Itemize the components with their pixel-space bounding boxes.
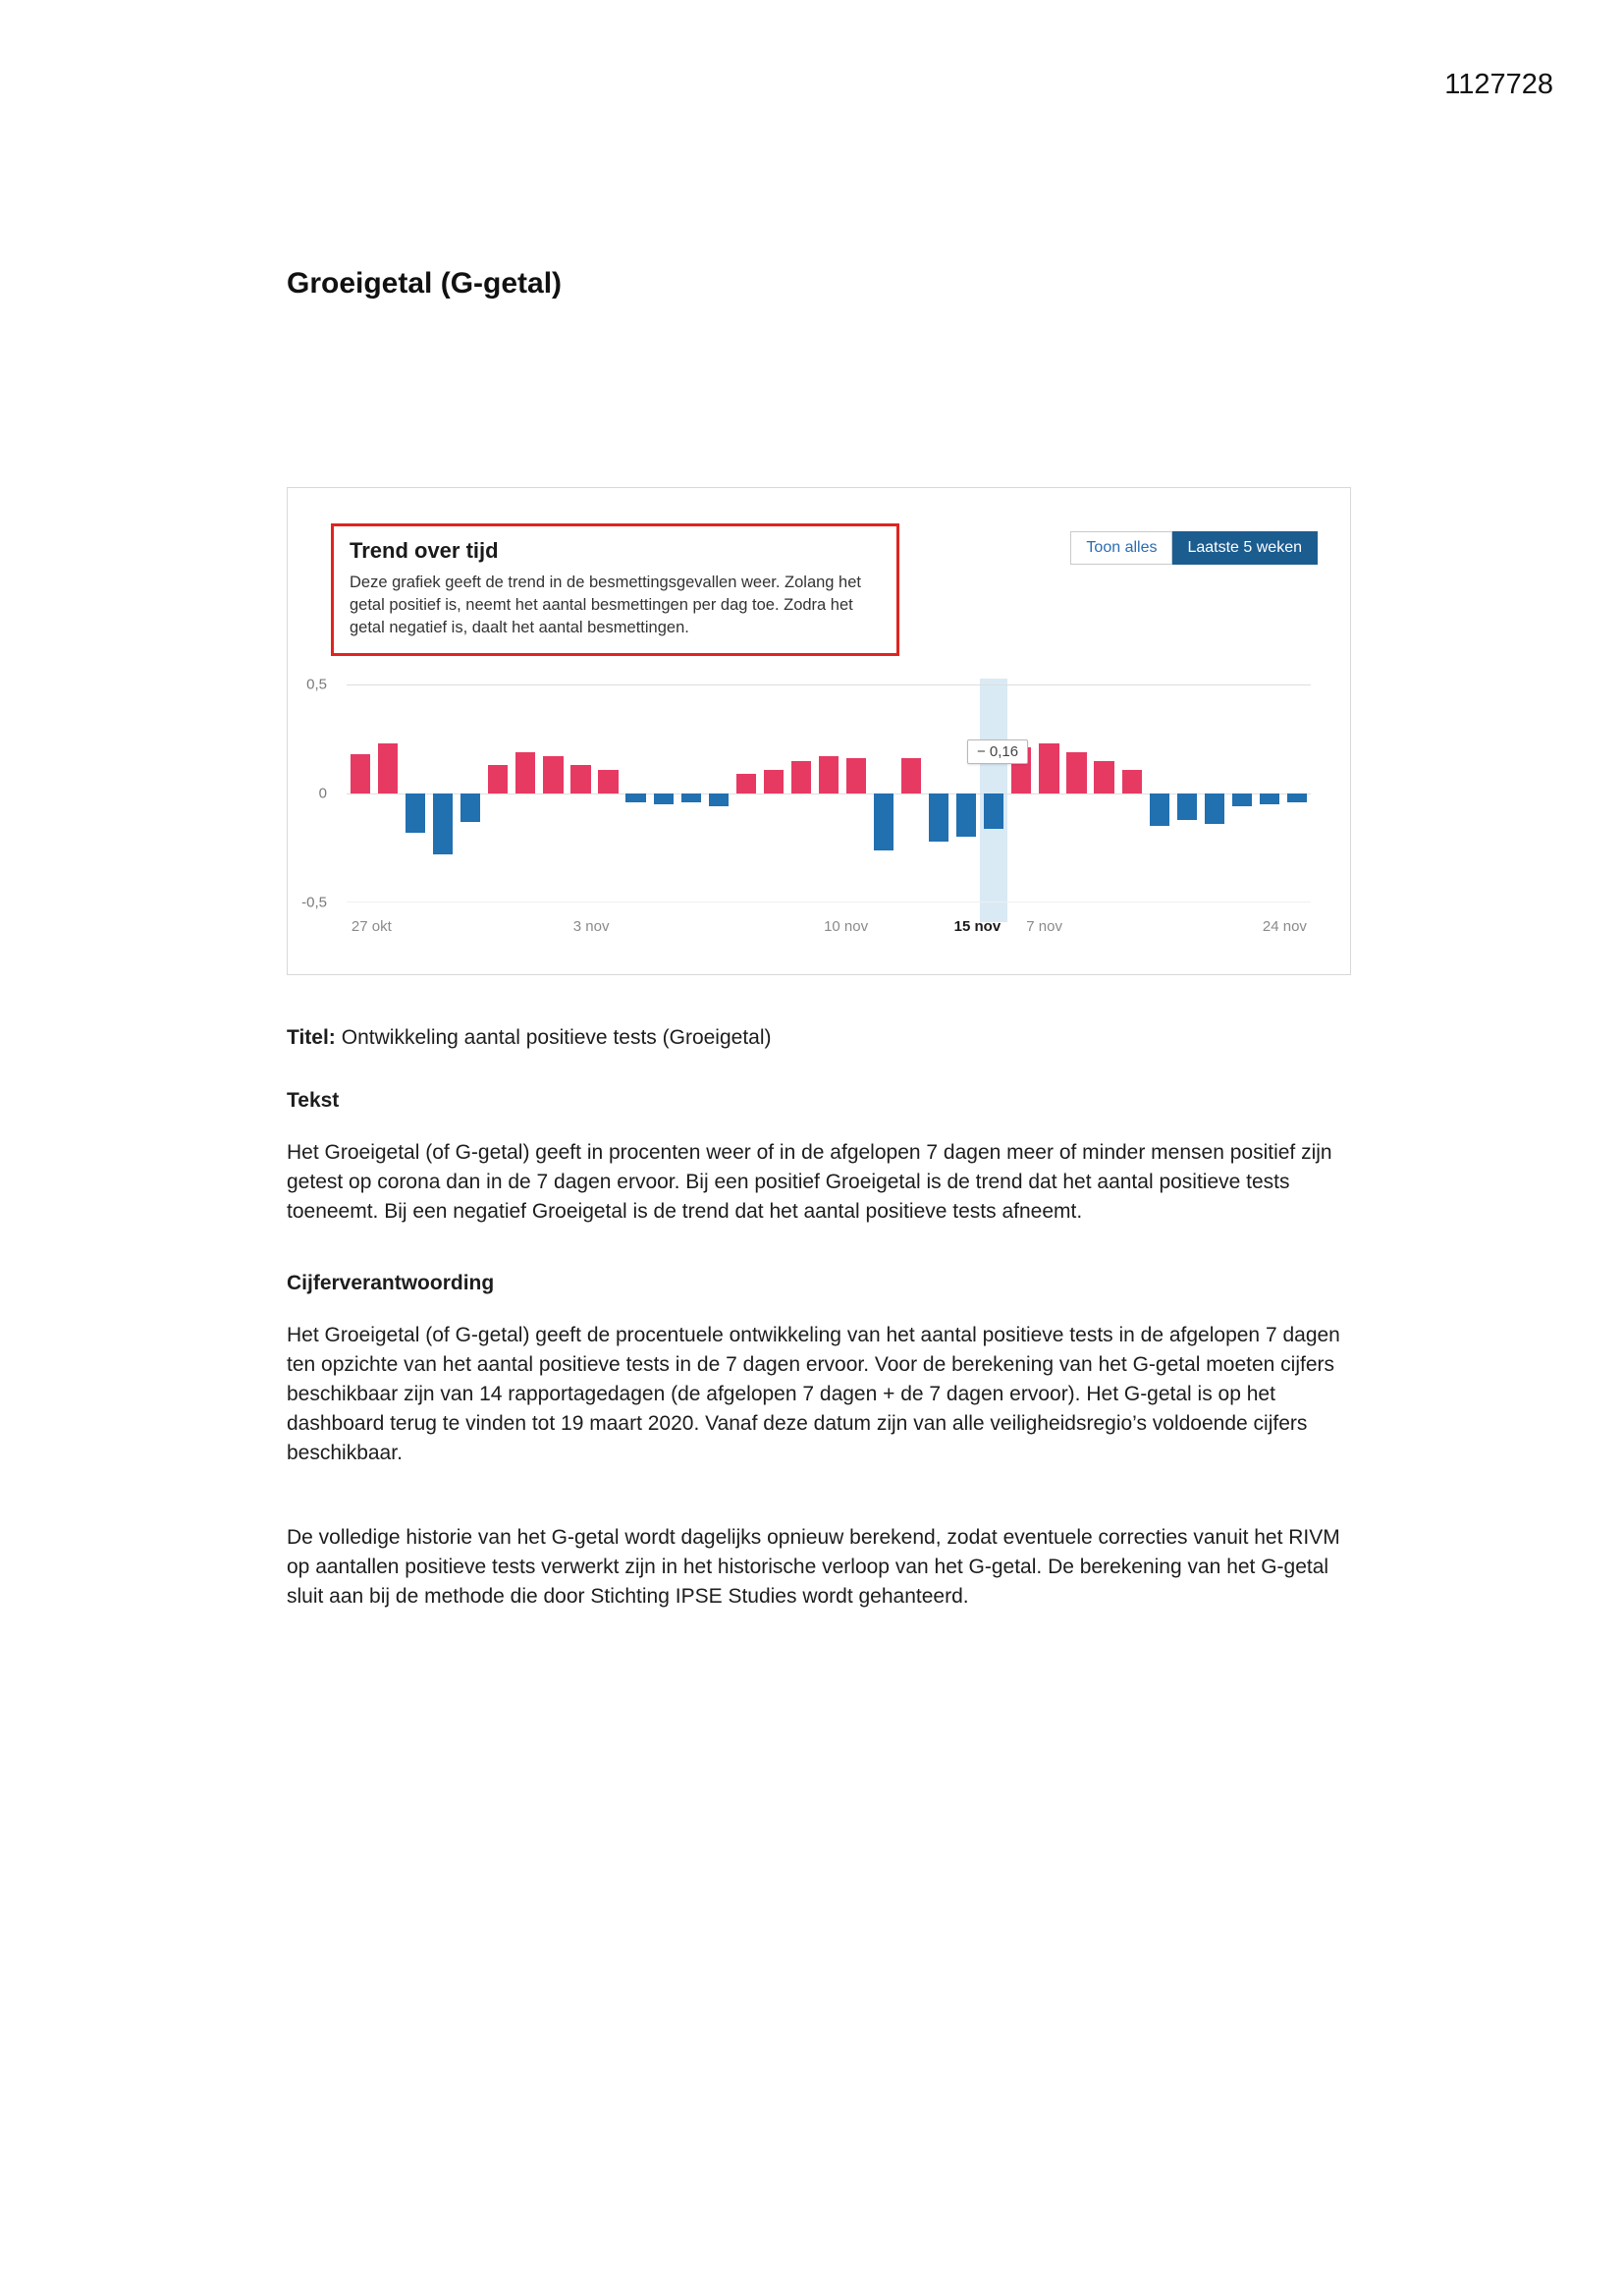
tooltip: − 0,16 (967, 739, 1028, 764)
bar-negative (406, 793, 425, 833)
bar-positive (1094, 761, 1113, 793)
bar-positive (543, 756, 563, 793)
tekst-heading: Tekst (287, 1089, 340, 1112)
x-axis-tick-label: 7 nov (1026, 918, 1062, 935)
bar-negative (984, 793, 1003, 829)
titel-value: Ontwikkeling aantal positieve tests (Groeigetal) (341, 1026, 772, 1049)
bar-negative (1177, 793, 1197, 820)
laatste-5-weken-button[interactable]: Laatste 5 weken (1172, 531, 1318, 565)
bar-negative (874, 793, 893, 850)
toon-alles-button[interactable]: Toon alles (1070, 531, 1172, 565)
bar-positive (351, 754, 370, 793)
bar-positive (515, 752, 535, 793)
x-axis-tick-label: 27 okt (351, 918, 392, 935)
bar-negative (929, 793, 948, 842)
gridline (347, 684, 1311, 685)
time-range-toggle (1070, 531, 1318, 565)
bar-positive (846, 758, 866, 793)
bar-negative (654, 793, 674, 804)
bar-negative (433, 793, 453, 854)
x-axis-tick-label: 10 nov (824, 918, 869, 935)
bar-positive (598, 770, 618, 793)
tekst-paragraph: Het Groeigetal (of G-getal) geeft in procenten weer of in de afgelopen 7 dagen meer of minder mensen positief zijn getest op corona dan in de 7 dagen ervoor. Bij een positief Groeigetal is de trend dat het aantal positieve tests toeneemt. Bij een negatief Groeigetal is de trend dat het aantal positieve tests afneemt. (287, 1141, 1332, 1223)
bar-positive (1039, 743, 1058, 793)
y-axis-tick-label: 0,5 (306, 676, 327, 693)
bar-negative (1287, 793, 1307, 802)
x-axis-tick-label: 15 nov (953, 918, 1001, 935)
x-axis (347, 918, 1311, 940)
bar-positive (1122, 770, 1142, 793)
bar-positive (736, 774, 756, 793)
bar-negative (681, 793, 701, 802)
bar-positive (570, 765, 590, 793)
chart-card (287, 487, 1351, 975)
bar-positive (901, 758, 921, 793)
page-number: 1127728 (1444, 69, 1553, 100)
bar-positive (791, 761, 811, 793)
y-axis-tick-label: 0 (318, 785, 327, 802)
y-axis (288, 676, 335, 911)
titel-label: Titel: (287, 1026, 336, 1049)
bar-negative (460, 793, 480, 822)
x-axis-tick-label: 3 nov (572, 918, 610, 935)
bar-positive (819, 756, 839, 793)
bar-negative (709, 793, 729, 806)
bar-negative (1232, 793, 1252, 806)
chart-description: Deze grafiek geeft de trend in de besmettingsgevallen weer. Zolang het getal positief is, neemt het aantal besmettingen per dag toe. Zodra het getal negatief is, daalt het aantal besmettingen. (350, 574, 861, 636)
x-axis-tick-label: 24 nov (1262, 918, 1307, 935)
cijfer-paragraph-2: De volledige historie van het G-getal wordt dagelijks opnieuw berekend, zodat eventuele correcties vanuit het RIVM op aantallen positieve tests verwerkt zijn in het historische verloop van het G-getal. De berekening van het G-getal sluit aan bij de methode die door Stichting IPSE Studies wordt gehanteerd. (287, 1526, 1340, 1608)
bar-positive (1066, 752, 1086, 793)
cijferverantwoording-heading: Cijferverantwoording (287, 1272, 495, 1294)
y-axis-tick-label: -0,5 (301, 894, 327, 911)
chart-title: Trend over tijd (350, 538, 499, 563)
plot-area (347, 684, 1311, 902)
bar-negative (625, 793, 645, 802)
bar-positive (488, 765, 508, 793)
bar-positive (378, 743, 398, 793)
red-annotation-box (331, 523, 899, 656)
bar-negative (1205, 793, 1224, 824)
bar-negative (956, 793, 976, 837)
bar-negative (1260, 793, 1279, 804)
cijfer-paragraph-1: Het Groeigetal (of G-getal) geeft de procentuele ontwikkeling van het aantal positieve tests in de afgelopen 7 dagen ten opzichte van het aantal positieve tests in de 7 dagen ervoor. Voor de berekening van het G-getal moeten cijfers beschikbaar zijn van 14 rapportagedagen (de afgelopen 7 dagen + de 7 dagen ervoor). Het G-getal is op het dashboard terug te vinden tot 19 maart 2020. Vanaf deze datum zijn van alle veiligheidsregio’s voldoende cijfers beschikbaar. (287, 1324, 1340, 1464)
bar-positive (764, 770, 784, 793)
document-title: Groeigetal (G-getal) (287, 267, 563, 300)
bar-negative (1150, 793, 1169, 826)
titel-line (287, 1023, 1347, 1053)
